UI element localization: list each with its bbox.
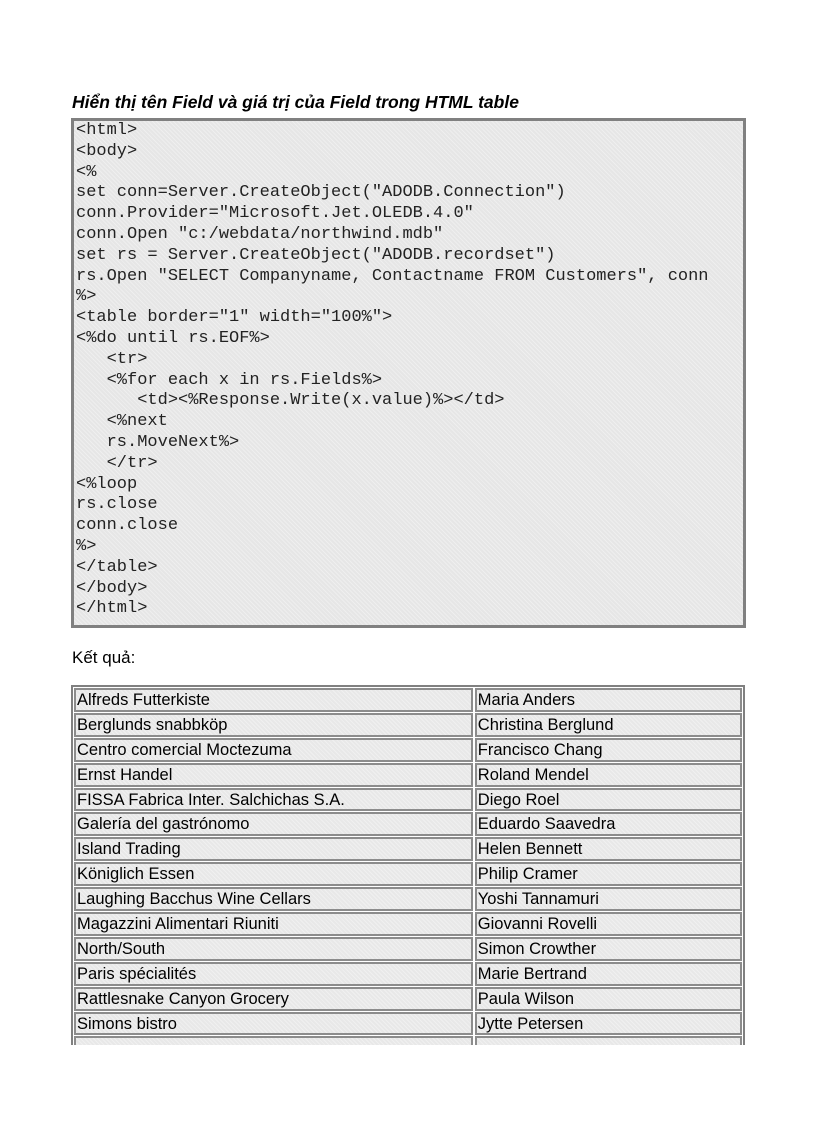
code-line: conn.Provider="Microsoft.Jet.OLEDB.4.0" xyxy=(76,204,474,224)
table-row xyxy=(73,886,743,911)
contact-name-cell: Eduardo Saavedra xyxy=(475,812,742,836)
contact-name-cell: Christina Berglund xyxy=(475,713,742,737)
company-name-cell: Paris spécialités xyxy=(74,962,473,986)
code-line: <%loop xyxy=(76,474,138,494)
table-row xyxy=(73,936,743,961)
code-line: </table> xyxy=(76,557,158,577)
code-line: <body> xyxy=(76,141,138,161)
code-line: </html> xyxy=(76,599,148,619)
code-line: rs.close xyxy=(76,495,158,515)
contact-name-cell: Yoshi Tannamuri xyxy=(475,887,742,911)
contact-name-cell: Marie Bertrand xyxy=(475,962,742,986)
contact-name-cell: Philip Cramer xyxy=(475,862,742,886)
code-line: <%next xyxy=(76,412,168,432)
table-row xyxy=(73,787,743,812)
code-line: set conn=Server.CreateObject("ADODB.Connection") xyxy=(76,183,566,203)
code-block xyxy=(71,118,746,628)
code-line: set rs = Server.CreateObject("ADODB.recordset") xyxy=(76,245,556,265)
table-row xyxy=(73,961,743,986)
company-name-cell: Königlich Essen xyxy=(74,862,473,886)
company-name-cell: Galería del gastrónomo xyxy=(74,812,473,836)
contact-name-cell: Jytte Petersen xyxy=(475,1012,742,1036)
company-name-cell: FISSA Fabrica Inter. Salchichas S.A. xyxy=(74,788,473,812)
company-name-cell: Laughing Bacchus Wine Cellars xyxy=(74,887,473,911)
table-row xyxy=(73,1035,743,1045)
company-name-cell: Island Trading xyxy=(74,837,473,861)
table-row xyxy=(73,986,743,1011)
contact-name-cell: Simon Crowther xyxy=(475,937,742,961)
company-name-cell: Berglunds snabbköp xyxy=(74,713,473,737)
code-line: <%for each x in rs.Fields%> xyxy=(76,370,383,390)
company-name-cell xyxy=(74,1036,473,1045)
company-name-cell: Rattlesnake Canyon Grocery xyxy=(74,987,473,1011)
company-name-cell: Alfreds Futterkiste xyxy=(74,688,473,712)
contact-name-cell: Helen Bennett xyxy=(475,837,742,861)
code-line: </tr> xyxy=(76,453,158,473)
code-line: %> xyxy=(76,536,97,556)
contact-name-cell: Giovanni Rovelli xyxy=(475,912,742,936)
code-line: <td><%Response.Write(x.value)%></td> xyxy=(76,391,505,411)
table-row xyxy=(73,687,743,712)
contact-name-cell: Diego Roel xyxy=(475,788,742,812)
table-row xyxy=(73,911,743,936)
code-line: rs.MoveNext%> xyxy=(76,432,240,452)
company-name-cell: Magazzini Alimentari Riuniti xyxy=(74,912,473,936)
company-name-cell: Centro comercial Moctezuma xyxy=(74,738,473,762)
code-line: </body> xyxy=(76,578,148,598)
contact-name-cell: Francisco Chang xyxy=(475,738,742,762)
code-line: <%do until rs.EOF%> xyxy=(76,328,270,348)
company-name-cell: North/South xyxy=(74,937,473,961)
table-row xyxy=(73,762,743,787)
company-name-cell: Ernst Handel xyxy=(74,763,473,787)
code-line: rs.Open "SELECT Companyname, Contactname FROM Customers", conn xyxy=(76,266,709,286)
result-table xyxy=(71,685,745,1045)
table-row xyxy=(73,861,743,886)
code-line: <tr> xyxy=(76,349,148,369)
code-line: %> xyxy=(76,287,97,307)
code-line: <table border="1" width="100%"> xyxy=(76,308,393,328)
code-line: <% xyxy=(76,162,97,182)
table-row xyxy=(73,712,743,737)
table-row xyxy=(73,737,743,762)
section-heading: Hiển thị tên Field và giá trị của Field trong HTML table xyxy=(72,92,519,112)
table-row xyxy=(73,1011,743,1036)
code-line: conn.Open "c:/webdata/northwind.mdb" xyxy=(76,224,444,244)
company-name-cell: Simons bistro xyxy=(74,1012,473,1036)
contact-name-cell: Paula Wilson xyxy=(475,987,742,1011)
result-label: Kết quả: xyxy=(72,648,136,667)
contact-name-cell: Roland Mendel xyxy=(475,763,742,787)
contact-name-cell xyxy=(475,1036,742,1045)
table-row xyxy=(73,836,743,861)
contact-name-cell: Maria Anders xyxy=(475,688,742,712)
code-line: conn.close xyxy=(76,516,179,536)
table-row xyxy=(73,811,743,836)
code-line: <html> xyxy=(76,121,138,140)
